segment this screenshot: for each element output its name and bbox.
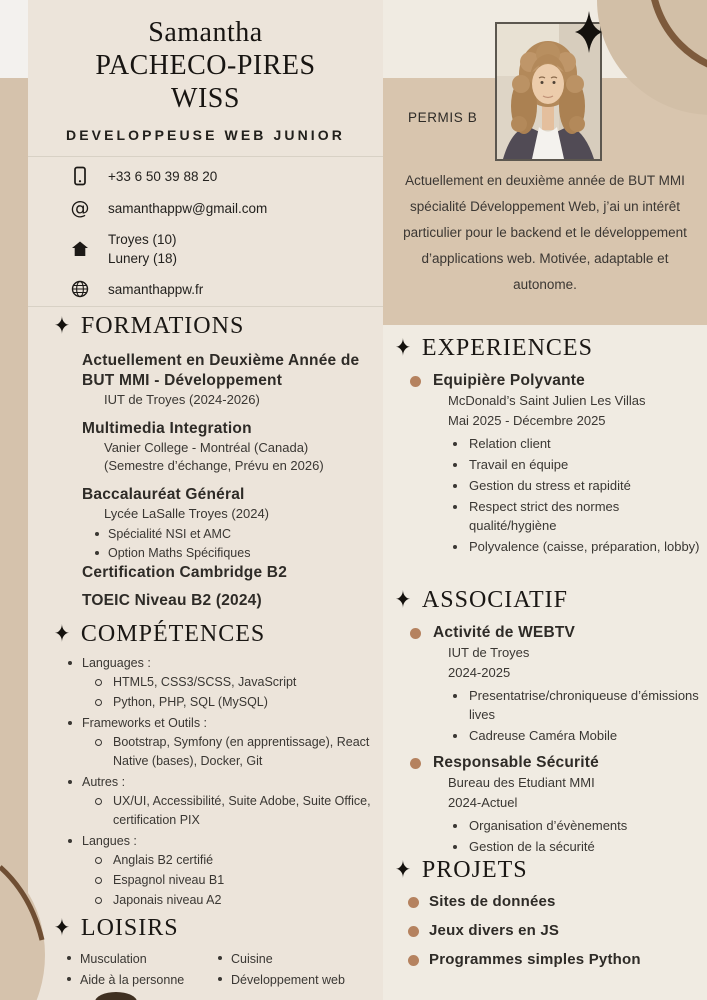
competences-heading bbox=[54, 619, 381, 649]
sparkle-icon: ✦ bbox=[54, 620, 70, 648]
contact-list bbox=[70, 166, 379, 310]
competences-list bbox=[54, 653, 381, 910]
competence-items bbox=[95, 851, 381, 910]
competence-group bbox=[54, 653, 381, 712]
right-column bbox=[383, 0, 707, 1000]
job-organization: IUT de Troyes bbox=[448, 645, 530, 660]
formation-title: Actuellement en Deuxième Année de BUT MMI - Développement bbox=[82, 352, 360, 389]
bottom-left-arc-decoration bbox=[0, 845, 60, 1000]
list-item: (Semestre d’échange, Prévu en 2026) bbox=[104, 458, 324, 473]
formation-bullets bbox=[95, 525, 377, 562]
list-item: Presentatrise/chroniqueuse d’émissions lives bbox=[453, 686, 701, 724]
list-item: Sites de données bbox=[395, 893, 701, 911]
list-item: Développement web bbox=[218, 970, 345, 990]
job-bullets bbox=[453, 816, 701, 856]
formation-details bbox=[104, 391, 377, 409]
location-lines bbox=[108, 230, 177, 268]
formation-title: Baccalauréat Général bbox=[82, 486, 245, 503]
bullet-dot-icon bbox=[410, 376, 421, 387]
competence-group bbox=[54, 831, 381, 910]
driving-permit-label: PERMIS B bbox=[408, 110, 478, 125]
formation-entry bbox=[82, 419, 377, 475]
formation-entry bbox=[82, 351, 377, 409]
associatif-entry bbox=[395, 753, 701, 856]
list-item: Japonais niveau A2 bbox=[95, 891, 381, 910]
projets-heading bbox=[395, 855, 701, 885]
list-item: Spécialité NSI et AMC bbox=[95, 525, 377, 543]
list-item: UX/UI, Accessibilité, Suite Adobe, Suite Office, certification PIX bbox=[95, 792, 381, 830]
job-title: Equipière Polyvante bbox=[433, 372, 585, 389]
competence-label: Langues : bbox=[82, 834, 137, 848]
name-line-3: WISS bbox=[171, 83, 240, 114]
job-organization: Bureau des Etudiant MMI bbox=[448, 775, 595, 790]
email-address: samanthappw@gmail.com bbox=[108, 200, 268, 216]
name-line-2: PACHECO-PIRES bbox=[95, 50, 316, 81]
sparkle-icon: ✦ bbox=[395, 334, 411, 362]
job-dates: 2024-Actuel bbox=[448, 795, 518, 810]
list-item: Relation client bbox=[453, 434, 701, 453]
competence-label: Languages : bbox=[82, 656, 151, 670]
competence-items bbox=[95, 733, 381, 771]
associatif-heading bbox=[395, 585, 701, 615]
list-item: Vanier College - Montréal (Canada) bbox=[104, 440, 309, 455]
left-strip-top-decoration bbox=[0, 0, 28, 78]
formations-section bbox=[54, 311, 377, 611]
sparkle-icon: ✦ bbox=[54, 914, 70, 942]
list-item: Aide à la personne bbox=[67, 970, 205, 990]
formation-title: Certification Cambridge B2 bbox=[82, 564, 288, 581]
list-item: Gestion du stress et rapidité bbox=[453, 476, 701, 495]
formation-title: TOEIC Niveau B2 (2024) bbox=[82, 592, 262, 609]
list-item: Anglais B2 certifié bbox=[95, 851, 381, 870]
associatif-section bbox=[395, 585, 701, 858]
formation-entry bbox=[82, 563, 377, 583]
profile-summary: Actuellement en deuxième année de BUT MMI spécialité Développement Web, j’ai un intérêt particulier pour le backend et le développement d’applications web. Motivée, adaptable et autonome. bbox=[403, 173, 687, 292]
section-title: PROJETS bbox=[421, 856, 528, 883]
section-title: FORMATIONS bbox=[80, 312, 245, 339]
experiences-section bbox=[395, 333, 701, 558]
divider bbox=[28, 306, 383, 307]
name-block bbox=[28, 16, 383, 143]
projets-list bbox=[395, 893, 701, 969]
associatif-entry bbox=[395, 623, 701, 745]
formation-title: Multimedia Integration bbox=[82, 420, 252, 437]
sparkle-icon: ✦ bbox=[54, 312, 70, 340]
job-organization: McDonald’s Saint Julien Les Villas bbox=[448, 393, 646, 408]
experiences-heading bbox=[395, 333, 701, 363]
formation-entry bbox=[82, 591, 377, 611]
job-head bbox=[395, 623, 701, 643]
home-icon bbox=[70, 239, 90, 259]
formation-entry bbox=[82, 485, 377, 562]
globe-icon bbox=[70, 279, 90, 299]
website-url: samanthappw.fr bbox=[108, 281, 204, 297]
list-item: Espagnol niveau B1 bbox=[95, 871, 381, 890]
competence-label: Frameworks et Outils : bbox=[82, 716, 208, 730]
job-dates: Mai 2025 - Décembre 2025 bbox=[448, 413, 606, 428]
formations-heading bbox=[54, 311, 377, 341]
formation-details bbox=[104, 439, 377, 475]
bullet-dot-icon bbox=[410, 758, 421, 769]
list-item: IUT de Troyes (2024-2026) bbox=[104, 392, 260, 407]
list-item: Programmes simples Python bbox=[395, 951, 701, 969]
list-item: Cuisine bbox=[218, 949, 345, 969]
contact-email bbox=[70, 197, 379, 219]
list-item: Cadreuse Caméra Mobile bbox=[453, 726, 701, 745]
experience-entry bbox=[395, 371, 701, 556]
location-line-2: Lunery (18) bbox=[108, 251, 178, 266]
divider bbox=[28, 156, 383, 157]
left-column bbox=[28, 0, 383, 1000]
list-item: Bootstrap, Symfony (en apprentissage), React Native (bases), Docker, Git bbox=[95, 733, 381, 771]
loisirs-col-2 bbox=[218, 949, 345, 991]
loisirs-columns bbox=[54, 947, 381, 991]
competence-items bbox=[95, 673, 381, 712]
phone-icon bbox=[70, 166, 90, 186]
contact-website bbox=[70, 279, 379, 299]
competence-label: Autres : bbox=[82, 775, 126, 789]
competence-items bbox=[95, 792, 381, 830]
formation-details bbox=[104, 505, 377, 523]
contact-phone bbox=[70, 166, 379, 186]
list-item: Jeux divers en JS bbox=[395, 922, 701, 940]
list-item: Lycée LaSalle Troyes (2024) bbox=[104, 506, 270, 521]
list-item: Gestion de la sécurité bbox=[453, 837, 701, 856]
section-title: LOISIRS bbox=[80, 914, 179, 941]
job-dates: 2024-2025 bbox=[448, 665, 511, 680]
name-line-1: Samantha bbox=[148, 17, 263, 48]
contact-location bbox=[70, 230, 379, 268]
role-title: DEVELOPPEUSE WEB JUNIOR bbox=[65, 127, 345, 143]
location-line-1: Troyes (10) bbox=[108, 232, 177, 247]
loisirs-col-1 bbox=[67, 949, 205, 991]
job-title: Responsable Sécurité bbox=[433, 754, 599, 771]
list-item: Option Maths Spécifiques bbox=[95, 544, 377, 562]
email-icon: @ bbox=[70, 197, 90, 219]
loisirs-heading bbox=[54, 913, 381, 943]
section-title: ASSOCIATIF bbox=[421, 586, 568, 613]
sparkle-icon: ✦ bbox=[395, 586, 411, 614]
list-item: Travail en équipe bbox=[453, 455, 701, 474]
list-item: Python, PHP, SQL (MySQL) bbox=[95, 693, 381, 712]
projets-section bbox=[395, 855, 701, 980]
section-title: EXPERIENCES bbox=[421, 334, 593, 361]
bullet-dot-icon bbox=[410, 628, 421, 639]
list-item: Polyvalence (caisse, préparation, lobby) bbox=[453, 537, 701, 556]
loisirs-section bbox=[54, 913, 381, 991]
competence-group bbox=[54, 713, 381, 771]
competence-group bbox=[54, 772, 381, 830]
list-item: Organisation d’évènements bbox=[453, 816, 701, 835]
job-head bbox=[395, 371, 701, 391]
job-bullets bbox=[453, 686, 701, 745]
phone-number: +33 6 50 39 88 20 bbox=[108, 168, 218, 184]
section-title: COMPÉTENCES bbox=[80, 620, 266, 647]
competences-section bbox=[54, 619, 381, 911]
job-head bbox=[395, 753, 701, 773]
list-item: Respect strict des normes qualité/hygiène bbox=[453, 497, 701, 535]
sparkle-icon: ✦ bbox=[395, 856, 411, 884]
job-title: Activité de WEBTV bbox=[433, 624, 576, 641]
job-bullets bbox=[453, 434, 701, 556]
list-item: Musculation bbox=[67, 949, 205, 969]
list-item: HTML5, CSS3/SCSS, JavaScript bbox=[95, 673, 381, 692]
